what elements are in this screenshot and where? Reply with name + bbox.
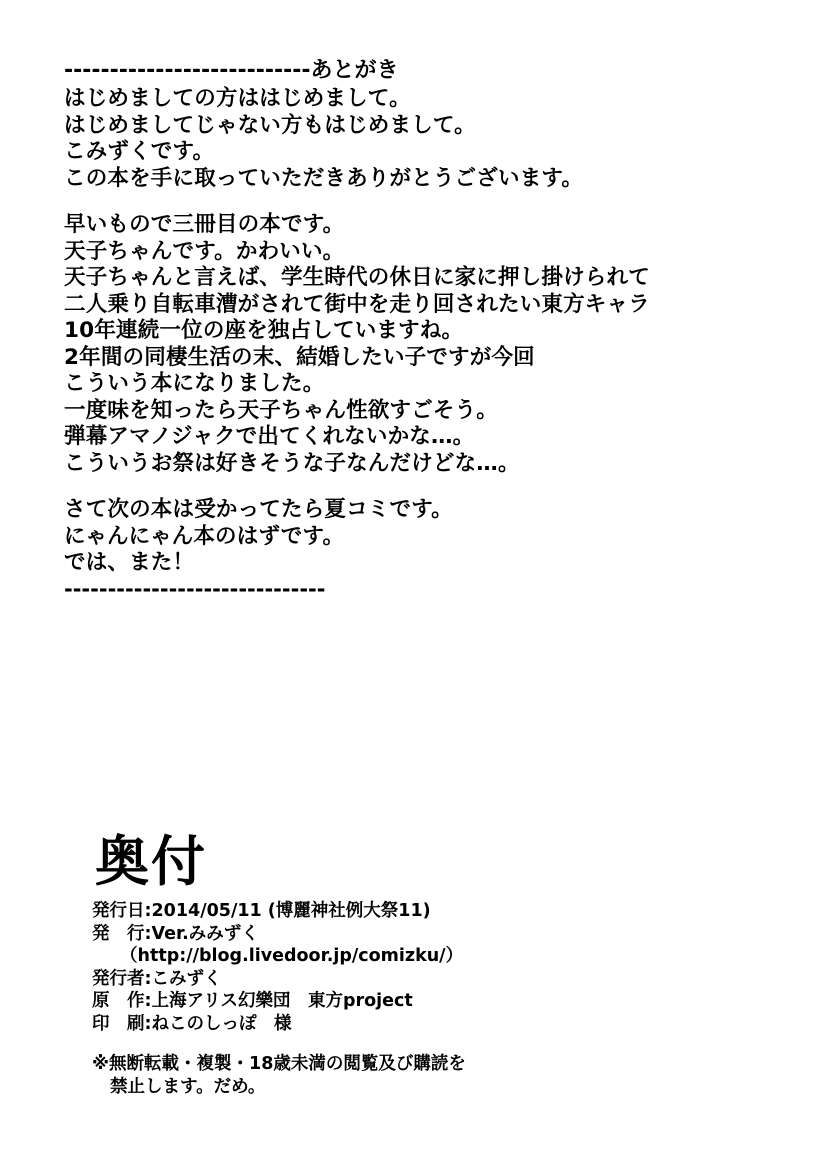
paragraph-spacer bbox=[64, 477, 764, 497]
colophon-publisher: 発 行:Ver.みみずく bbox=[92, 923, 259, 944]
afterword-line: 早いもので三冊目の本です。 bbox=[64, 212, 345, 237]
afterword-line: 天子ちゃんです。かわいい。 bbox=[64, 238, 345, 264]
afterword-line: さて次の本は受かってたら夏コミです。 bbox=[64, 497, 453, 522]
afterword-section bbox=[64, 56, 764, 601]
colophon-author: 発行者:こみずく bbox=[92, 968, 222, 989]
colophon-title: 奥付 bbox=[95, 830, 207, 893]
afterword-line: 天子ちゃんと言えば、学生時代の休日に家に押し掛けられて bbox=[64, 265, 650, 290]
afterword-line: 弾幕アマノジャクで出てくれないかな…。 bbox=[64, 424, 475, 449]
colophon-notice-line: ※無断転載・複製・18歳未満の閲覧及び購読を bbox=[92, 1054, 466, 1074]
afterword-line: では、また！ bbox=[64, 550, 195, 575]
afterword-line: 二人乗り自転車漕がされて街中を走り回されたい東方キャラ bbox=[64, 291, 650, 317]
colophon-spacer bbox=[92, 1035, 752, 1053]
afterword-line: 10年連続一位の座を独占していますね。 bbox=[64, 318, 464, 343]
afterword-line: この本を手に取っていただきありがとうございます。 bbox=[64, 165, 584, 191]
colophon-notice-line: 禁止します。だめ。 bbox=[110, 1077, 266, 1097]
afterword-heading: ---------------------------あとがき bbox=[64, 58, 399, 83]
afterword-line: こみずくです。 bbox=[64, 139, 215, 164]
afterword-line: にゃんにゃん本のはずです。 bbox=[64, 523, 345, 549]
colophon-printer: 印 刷:ねこのしっぽ 様 bbox=[92, 1013, 292, 1034]
afterword-line: こういうお祭は好きそうな子なんだけどな…。 bbox=[64, 450, 520, 476]
afterword-closing-rule: ------------------------------ bbox=[64, 576, 326, 601]
paragraph-spacer bbox=[64, 192, 764, 212]
afterword-line: 2年間の同棲生活の末、結婚したい子ですが今回 bbox=[64, 344, 535, 370]
colophon-website-url: （http://blog.livedoor.jp/comizku/） bbox=[120, 946, 464, 966]
afterword-line: 一度味を知ったら天子ちゃん性欲すごそう。 bbox=[64, 397, 499, 423]
colophon-publication-date: 発行日:2014/05/11 (博麗神社例大祭11) bbox=[92, 901, 431, 921]
afterword-line: こういう本になりました。 bbox=[64, 371, 325, 396]
colophon-original-work: 原 作:上海アリス幻樂団 東方project bbox=[92, 991, 413, 1011]
afterword-line: はじめましての方ははじめまして。 bbox=[64, 86, 411, 111]
afterword-line: はじめましてじゃない方もはじめまして。 bbox=[64, 112, 476, 138]
colophon-section bbox=[92, 832, 752, 1099]
